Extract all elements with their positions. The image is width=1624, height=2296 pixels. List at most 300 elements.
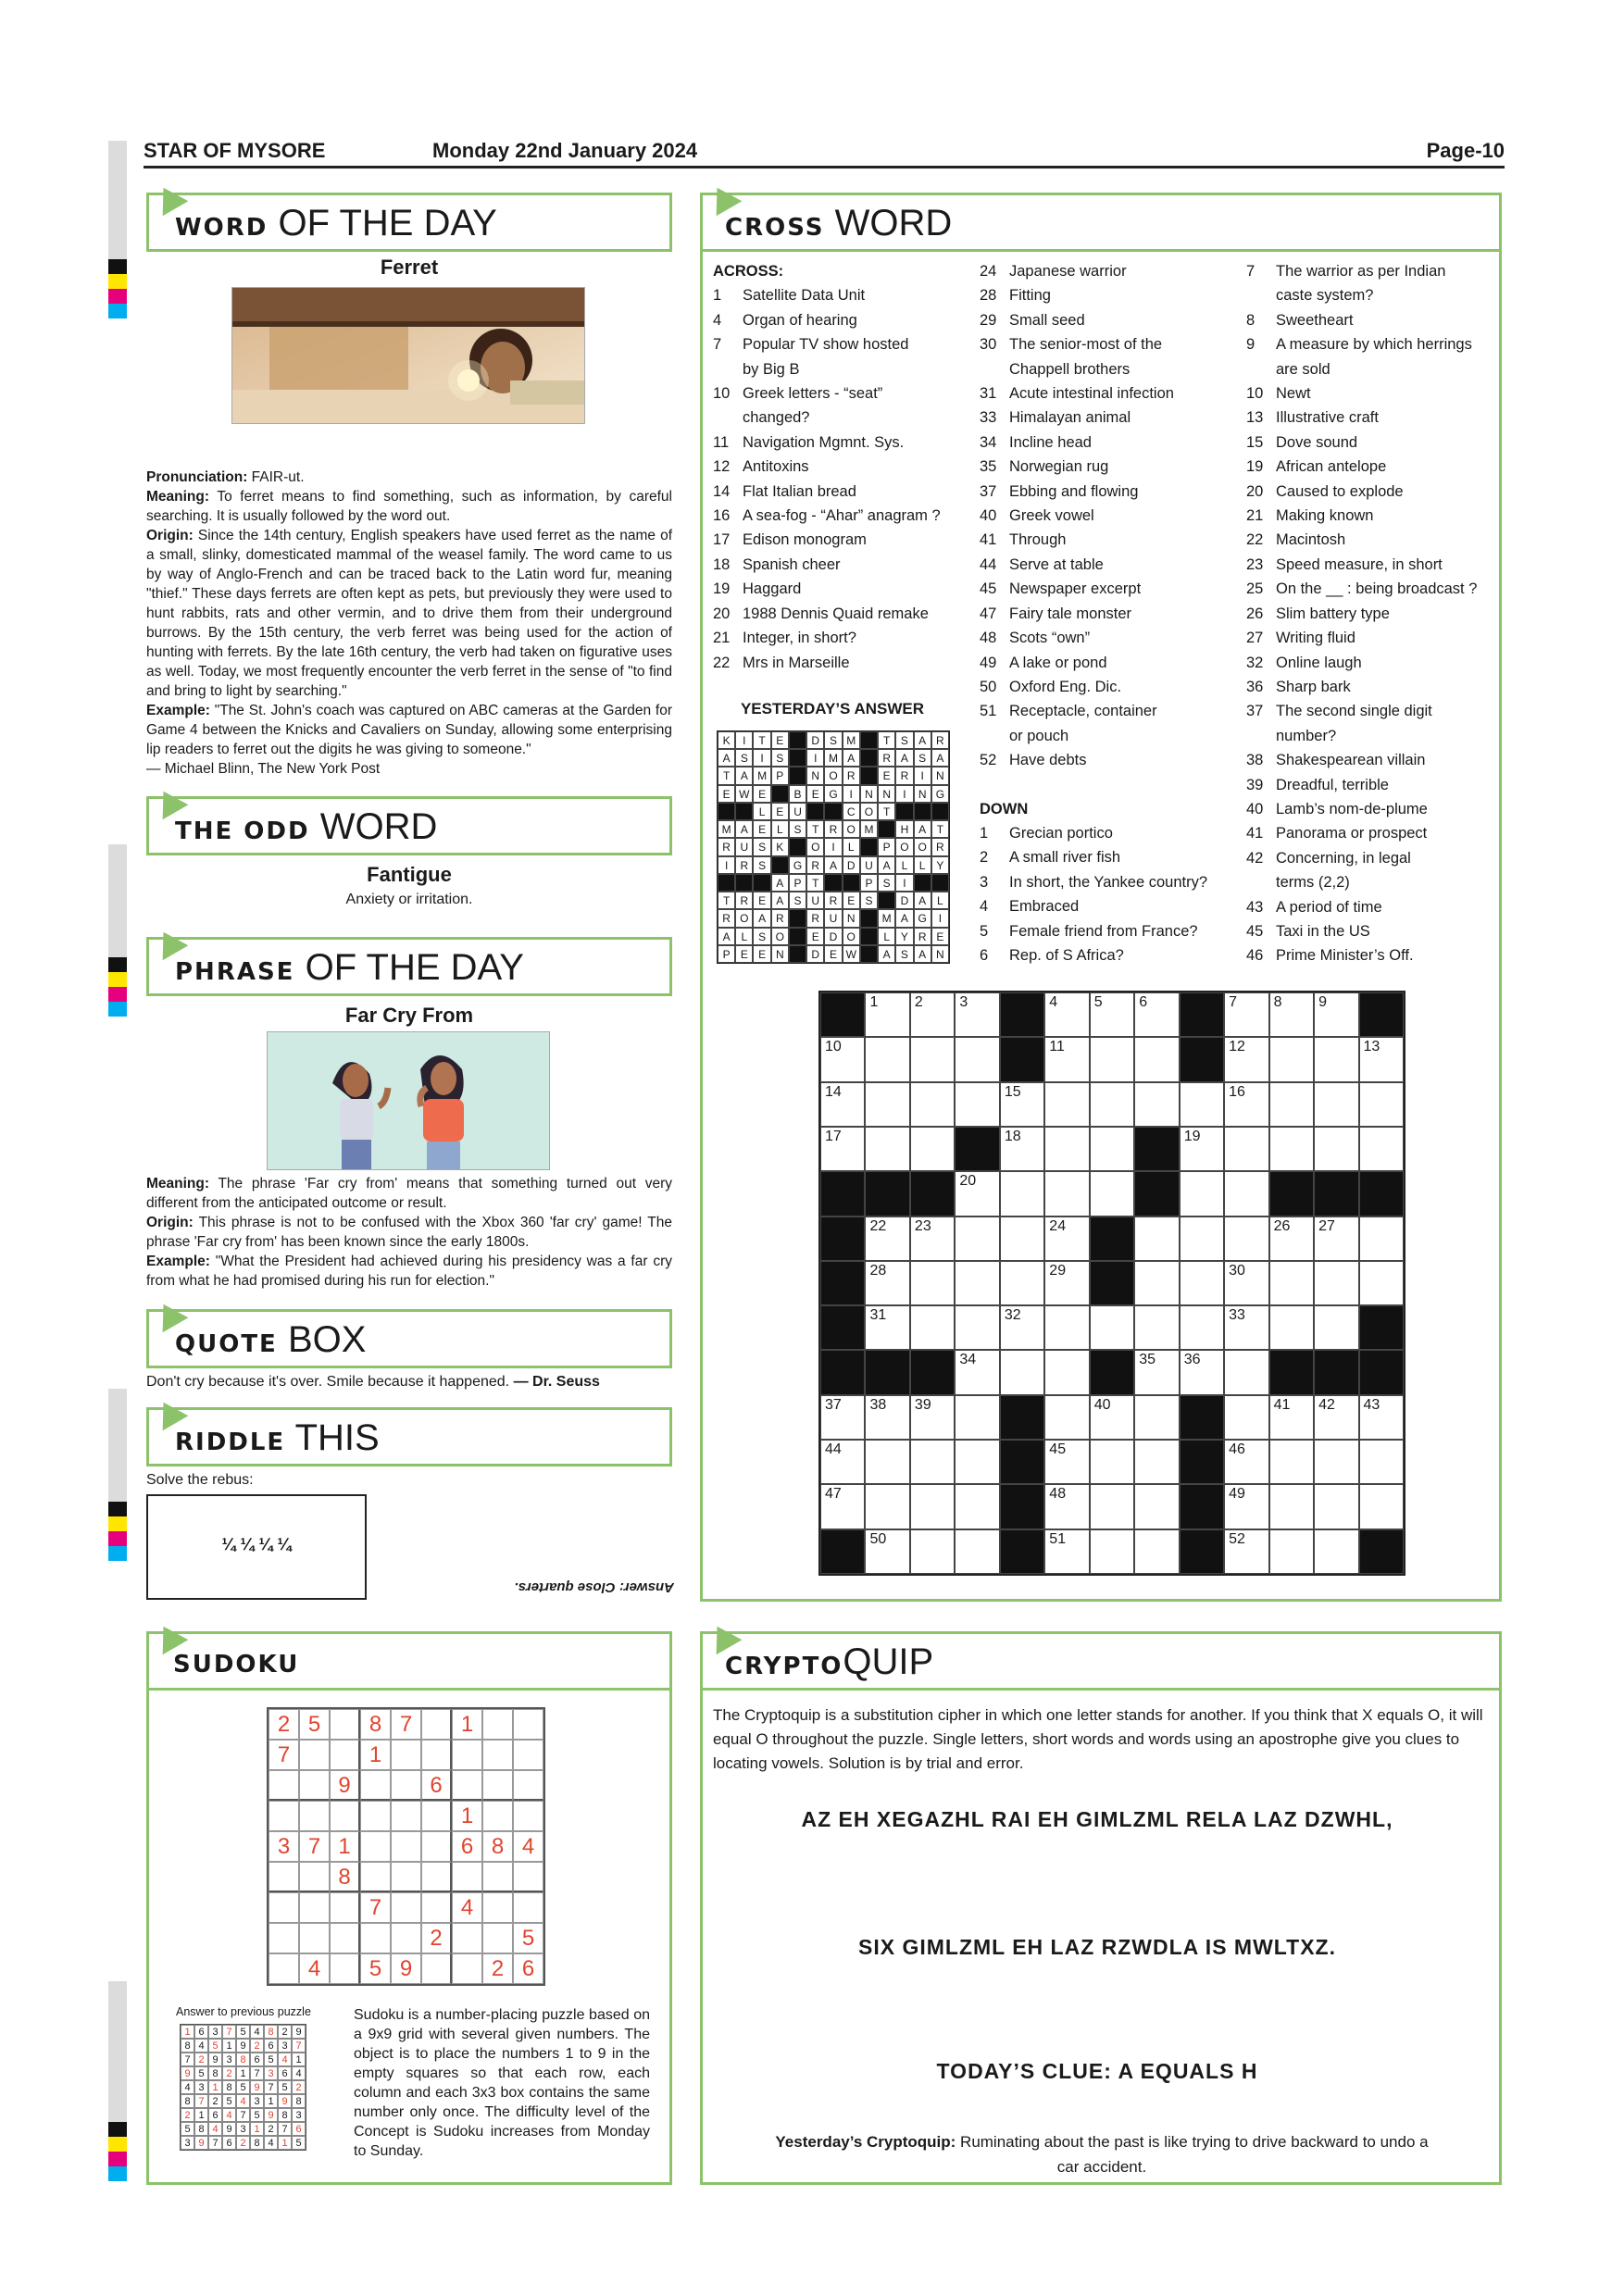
- sudoku-cell[interactable]: [269, 1892, 299, 1923]
- sudoku-cell[interactable]: [299, 1862, 330, 1892]
- clue: 48 Scots “own”: [980, 630, 1091, 647]
- sudoku-cell[interactable]: [513, 1801, 543, 1831]
- sudoku-answer-cell: 9: [194, 2136, 208, 2150]
- crossword-cell[interactable]: [1269, 1484, 1314, 1529]
- clue: 28 Fitting: [980, 287, 1051, 305]
- clue-number: 46: [1229, 1441, 1245, 1458]
- crossword-cell[interactable]: [1314, 1395, 1358, 1440]
- answer-cell: L: [735, 928, 753, 945]
- crossword-cell[interactable]: [1180, 1171, 1224, 1216]
- crossword-cell[interactable]: [865, 1127, 909, 1171]
- answer-cell: A: [824, 856, 842, 874]
- crossword-cell[interactable]: [1224, 1305, 1268, 1350]
- answer-cell: L: [931, 892, 949, 909]
- sudoku-cell[interactable]: [391, 1862, 421, 1892]
- crossword-cell[interactable]: [1314, 1484, 1358, 1529]
- crossword-cell[interactable]: [1224, 1261, 1268, 1305]
- crossword-cell[interactable]: [1044, 1529, 1089, 1574]
- answer-cell: U: [860, 856, 878, 874]
- crossword-cell[interactable]: [1044, 1305, 1089, 1350]
- sudoku-cell: 3: [269, 1831, 299, 1862]
- sudoku-cell: 1: [360, 1740, 391, 1770]
- sudoku-cell: 2: [482, 1953, 513, 1984]
- crossword-cell[interactable]: [820, 1127, 865, 1171]
- crossword-cell[interactable]: [1269, 1529, 1314, 1574]
- sudoku-cell[interactable]: [513, 1892, 543, 1923]
- answer-cell: N: [931, 767, 949, 784]
- clue: 31 Acute intestinal infection: [980, 385, 1174, 403]
- answer-cell: S: [789, 892, 806, 909]
- clue: 25 On the __ : being broadcast ?: [1246, 580, 1478, 598]
- sudoku-cell[interactable]: [421, 1953, 452, 1984]
- sudoku-answer-cell: 5: [236, 2080, 250, 2094]
- crossword-cell[interactable]: [1044, 992, 1089, 1037]
- answer-cell: I: [718, 856, 735, 874]
- crossword-cell[interactable]: [1044, 1484, 1089, 1529]
- crossword-cell[interactable]: [1269, 1082, 1314, 1127]
- answer-cell: S: [895, 945, 913, 963]
- crossword-cell[interactable]: [865, 1082, 909, 1127]
- crossword-cell[interactable]: [910, 1217, 955, 1261]
- crossword-cell[interactable]: [1134, 1305, 1179, 1350]
- crossword-cell[interactable]: [1044, 1217, 1089, 1261]
- answer-cell: T: [931, 820, 949, 838]
- sudoku-cell[interactable]: [360, 1923, 391, 1953]
- crossword-cell[interactable]: [1224, 1171, 1268, 1216]
- block-cell: [910, 1171, 955, 1216]
- crossword-cell[interactable]: [1269, 1395, 1314, 1440]
- crossword-cell[interactable]: [1044, 1127, 1089, 1171]
- color-swatch: [108, 274, 127, 289]
- sudoku-cell[interactable]: [421, 1892, 452, 1923]
- sudoku-cell[interactable]: [269, 1770, 299, 1801]
- clue-number: 26: [1273, 1217, 1291, 1234]
- sudoku-grid: [267, 1707, 545, 1986]
- color-swatch: [108, 289, 127, 304]
- answer-cell: O: [895, 838, 913, 855]
- sudoku-cell[interactable]: [269, 1953, 299, 1984]
- clue-number: 7: [1229, 994, 1238, 1010]
- crossword-cell[interactable]: [1224, 1037, 1268, 1081]
- sudoku-cell[interactable]: [360, 1862, 391, 1892]
- sudoku-cell: 1: [452, 1801, 482, 1831]
- answer-cell: O: [914, 838, 931, 855]
- answer-cell: E: [771, 803, 789, 820]
- crossword-cell[interactable]: [1044, 1037, 1089, 1081]
- sudoku-cell[interactable]: [269, 1801, 299, 1831]
- crossword-cell[interactable]: [1180, 1261, 1224, 1305]
- sudoku-cell[interactable]: [360, 1770, 391, 1801]
- sudoku-cell: 6: [452, 1831, 482, 1862]
- sudoku-cell[interactable]: [330, 1709, 360, 1740]
- clue-number: 40: [1093, 1396, 1111, 1413]
- crossword-cell[interactable]: [955, 1171, 999, 1216]
- crossword-cell[interactable]: [820, 1037, 865, 1081]
- crossword-cell[interactable]: [1314, 992, 1358, 1037]
- sudoku-cell[interactable]: [482, 1801, 513, 1831]
- block-cell: [1090, 1217, 1134, 1261]
- crossword-cell[interactable]: [1269, 1037, 1314, 1081]
- answer-cell: E: [878, 767, 895, 784]
- sudoku-cell[interactable]: [330, 1892, 360, 1923]
- crossword-cell[interactable]: [1090, 1484, 1134, 1529]
- crossword-cell[interactable]: [1090, 1529, 1134, 1574]
- sudoku-description: Sudoku is a number-placing puzzle based on a 9x9 grid with several given numbers. The object is to place the numbers 1 to 9 in the empty squares so that each row, each column and each 3x3 box contains the same number only once. The difficulty level of the Concept is Sudoku increases from Monday to Sunday.: [354, 2007, 650, 2159]
- crossword-cell[interactable]: [1180, 1082, 1224, 1127]
- color-swatch: [108, 957, 127, 972]
- block-cell: [860, 731, 878, 749]
- crossword-cell[interactable]: [1090, 1037, 1134, 1081]
- sudoku-cell[interactable]: [482, 1862, 513, 1892]
- sudoku-answer-cell: 1: [222, 2039, 236, 2053]
- crossword-cell[interactable]: [1359, 1440, 1404, 1484]
- answer-cell: S: [824, 731, 842, 749]
- crossword-cell[interactable]: [1224, 1217, 1268, 1261]
- sudoku-cell[interactable]: [299, 1740, 330, 1770]
- answer-cell: A: [718, 749, 735, 767]
- cryptoquip-header: CRYPTOQUIP: [700, 1631, 1502, 1691]
- crossword-cell[interactable]: [1090, 1171, 1134, 1216]
- crossword-cell[interactable]: [955, 1350, 999, 1394]
- sudoku-cell[interactable]: [299, 1770, 330, 1801]
- sudoku-answer-cell: 1: [194, 2108, 208, 2122]
- crossword-cell[interactable]: [1134, 1082, 1179, 1127]
- crossword-cell[interactable]: [820, 1395, 865, 1440]
- crossword-cell[interactable]: [1269, 1217, 1314, 1261]
- sudoku-answer-cell: 3: [181, 2136, 194, 2150]
- clue-number: 15: [1004, 1083, 1021, 1100]
- answer-cell: A: [878, 945, 895, 963]
- crossword-cell[interactable]: [865, 1529, 909, 1574]
- crossword-cell[interactable]: [1000, 1261, 1044, 1305]
- sudoku-cell[interactable]: [513, 1770, 543, 1801]
- sudoku-cell[interactable]: [299, 1892, 330, 1923]
- sudoku-cell[interactable]: [482, 1770, 513, 1801]
- sudoku-cell[interactable]: [330, 1740, 360, 1770]
- crossword-cell[interactable]: [1000, 1350, 1044, 1394]
- sudoku-cell[interactable]: [391, 1740, 421, 1770]
- crossword-cell[interactable]: [1090, 1395, 1134, 1440]
- phrase-of-day-body: Meaning: The phrase 'Far cry from' means that something turned out very different from the anticipated outcome or result. Origin: This phrase is not to be confused with the Xbox 360 'far cry' game! The phrase 'Far cry from' has been known since the early 1800s. Example: "What the President had achieved during his presidency was a far cry from what he had promised during his run for election.": [146, 1176, 672, 1289]
- block-cell: [865, 1171, 909, 1216]
- crossword-cell[interactable]: [1044, 1082, 1089, 1127]
- crossword-cell[interactable]: [1359, 1217, 1404, 1261]
- crossword-cell[interactable]: [1000, 1127, 1044, 1171]
- crossword-cell[interactable]: [910, 1440, 955, 1484]
- crossword-cell[interactable]: [1224, 1484, 1268, 1529]
- crossword-cell[interactable]: [1090, 1305, 1134, 1350]
- crossword-cell[interactable]: [1134, 1529, 1179, 1574]
- answer-cell: M: [718, 820, 735, 838]
- sudoku-cell[interactable]: [330, 1953, 360, 1984]
- crossword-cell[interactable]: [1044, 1350, 1089, 1394]
- crossword-cell[interactable]: [1180, 1127, 1224, 1171]
- answer-cell: B: [789, 785, 806, 803]
- clue-number: 10: [825, 1039, 842, 1055]
- clue-number: 49: [1229, 1486, 1245, 1503]
- answer-cell: K: [771, 838, 789, 855]
- crossword-cell[interactable]: [1090, 992, 1134, 1037]
- clue-number: 38: [869, 1396, 887, 1413]
- block-cell: [1359, 1305, 1404, 1350]
- crossword-cell[interactable]: [1044, 1440, 1089, 1484]
- crossword-cell[interactable]: [910, 1261, 955, 1305]
- crossword-cell[interactable]: [1090, 1440, 1134, 1484]
- crossword-cell[interactable]: [865, 1037, 909, 1081]
- crossword-cell[interactable]: [1180, 1350, 1224, 1394]
- clue-number: 3: [959, 994, 968, 1010]
- sudoku-cell: 2: [269, 1709, 299, 1740]
- clue: 23 Speed measure, in short: [1246, 555, 1443, 573]
- crossword-cell[interactable]: [1359, 1395, 1404, 1440]
- sudoku-cell[interactable]: [452, 1923, 482, 1953]
- crossword-cell[interactable]: [1044, 1261, 1089, 1305]
- clue: by Big B: [743, 360, 800, 378]
- answer-cell: A: [753, 909, 770, 927]
- crossword-cell[interactable]: [1269, 1305, 1314, 1350]
- crossword-cell[interactable]: [865, 1484, 909, 1529]
- answer-cell: I: [753, 749, 770, 767]
- sudoku-cell[interactable]: [513, 1862, 543, 1892]
- crossword-cell[interactable]: [955, 1305, 999, 1350]
- sudoku-answer-cell: 5: [236, 2025, 250, 2039]
- sudoku-cell[interactable]: [391, 1831, 421, 1862]
- crossword-cell[interactable]: [1224, 1350, 1268, 1394]
- sudoku-cell[interactable]: [452, 1740, 482, 1770]
- answer-cell: T: [753, 731, 770, 749]
- sudoku-answer-cell: 1: [278, 2136, 292, 2150]
- phrase-of-day-phrase: Far Cry From: [344, 1004, 474, 1027]
- clue: 4 Organ of hearing: [713, 311, 857, 329]
- crossword-cell[interactable]: [910, 1037, 955, 1081]
- crossword-cell[interactable]: [1224, 1127, 1268, 1171]
- crossword-cell[interactable]: [955, 1037, 999, 1081]
- sudoku-answer-cell: 3: [208, 2025, 222, 2039]
- clue: 7 The warrior as per Indian: [1246, 263, 1446, 280]
- crossword-cell[interactable]: [1044, 1395, 1089, 1440]
- crossword-cell[interactable]: [1314, 1261, 1358, 1305]
- crossword-cell[interactable]: [1134, 1350, 1179, 1394]
- sudoku-cell[interactable]: [421, 1862, 452, 1892]
- sudoku-cell[interactable]: [330, 1801, 360, 1831]
- crossword-cell[interactable]: [1224, 992, 1268, 1037]
- sudoku-cell[interactable]: [269, 1862, 299, 1892]
- sudoku-cell[interactable]: [360, 1801, 391, 1831]
- crossword-cell[interactable]: [865, 1395, 909, 1440]
- clue-number: 13: [1363, 1039, 1380, 1055]
- color-swatch: [108, 987, 127, 1002]
- answer-cell: L: [878, 928, 895, 945]
- crossword-cell[interactable]: [1180, 1217, 1224, 1261]
- crossword-cell[interactable]: [1224, 1440, 1268, 1484]
- sudoku-answer-cell: 8: [250, 2136, 264, 2150]
- crossword-cell[interactable]: [1269, 992, 1314, 1037]
- crossword-cell[interactable]: [1224, 1082, 1268, 1127]
- sudoku-answer-cell: 7: [264, 2080, 278, 2094]
- crossword-cell[interactable]: [955, 1261, 999, 1305]
- crossword-cell[interactable]: [1314, 1082, 1358, 1127]
- block-cell: [860, 838, 878, 855]
- crossword-cell[interactable]: [955, 992, 999, 1037]
- sudoku-cell[interactable]: [482, 1740, 513, 1770]
- odd-word-word: Fantigue: [367, 863, 452, 886]
- sudoku-cell[interactable]: [452, 1862, 482, 1892]
- sudoku-cell[interactable]: [391, 1923, 421, 1953]
- answer-cell: A: [771, 874, 789, 892]
- crossword-cell[interactable]: [1000, 1305, 1044, 1350]
- crossword-cell[interactable]: [955, 1484, 999, 1529]
- crossword-cell[interactable]: [1314, 1440, 1358, 1484]
- crossword-cell[interactable]: [955, 1082, 999, 1127]
- sudoku-answer-cell: 9: [236, 2039, 250, 2053]
- crossword-cell[interactable]: [955, 1440, 999, 1484]
- crossword-cell[interactable]: [910, 992, 955, 1037]
- answer-cell: D: [824, 928, 842, 945]
- answer-cell: A: [931, 749, 949, 767]
- sudoku-answer-cell: 2: [236, 2136, 250, 2150]
- sudoku-cell[interactable]: [482, 1923, 513, 1953]
- crossword-cell[interactable]: [955, 1395, 999, 1440]
- answer-cell: N: [806, 767, 824, 784]
- crossword-cell[interactable]: [1180, 1305, 1224, 1350]
- color-swatch: [108, 2137, 127, 2152]
- sudoku-cell[interactable]: [482, 1709, 513, 1740]
- crossword-cell[interactable]: [1314, 1127, 1358, 1171]
- crossword-cell[interactable]: [865, 1305, 909, 1350]
- sudoku-cell[interactable]: [360, 1831, 391, 1862]
- crossword-cell[interactable]: [1269, 1440, 1314, 1484]
- sudoku-cell[interactable]: [421, 1801, 452, 1831]
- crossword-cell[interactable]: [910, 1305, 955, 1350]
- crossword-cell[interactable]: [1134, 1261, 1179, 1305]
- answer-cell: A: [914, 820, 931, 838]
- crossword-cell[interactable]: [1090, 1127, 1134, 1171]
- registration-strip: [108, 141, 127, 259]
- block-cell: [878, 820, 895, 838]
- sudoku-cell[interactable]: [421, 1709, 452, 1740]
- crossword-cell[interactable]: [1000, 1082, 1044, 1127]
- crossword-cell[interactable]: [1134, 1037, 1179, 1081]
- block-cell: [895, 803, 913, 820]
- crossword-cell[interactable]: [865, 1261, 909, 1305]
- crossword-cell[interactable]: [1134, 1484, 1179, 1529]
- sudoku-cell[interactable]: [513, 1709, 543, 1740]
- sudoku-cell[interactable]: [513, 1740, 543, 1770]
- crossword-cell[interactable]: [1134, 1440, 1179, 1484]
- crossword-cell[interactable]: [1359, 1127, 1404, 1171]
- sudoku-cell[interactable]: [391, 1770, 421, 1801]
- block-cell: [1180, 1037, 1224, 1081]
- answer-cell: R: [735, 856, 753, 874]
- sudoku-cell[interactable]: [299, 1923, 330, 1953]
- answer-cell: O: [860, 803, 878, 820]
- crossword-cell[interactable]: [955, 1529, 999, 1574]
- answer-cell: L: [914, 856, 931, 874]
- answer-cell: I: [806, 749, 824, 767]
- crossword-cell[interactable]: [1134, 1395, 1179, 1440]
- crossword-cell[interactable]: [1134, 1217, 1179, 1261]
- crossword-cell[interactable]: [1314, 1217, 1358, 1261]
- crossword-cell[interactable]: [1359, 1484, 1404, 1529]
- crossword-cell[interactable]: [1044, 1171, 1089, 1216]
- crossword-cell[interactable]: [1000, 1217, 1044, 1261]
- crossword-cell[interactable]: [1314, 1037, 1358, 1081]
- sudoku-cell[interactable]: [452, 1953, 482, 1984]
- clue: 45 Newspaper excerpt: [980, 580, 1142, 598]
- clue: 45 Taxi in the US: [1246, 922, 1370, 940]
- crossword-cell[interactable]: [1359, 1082, 1404, 1127]
- answer-cell: K: [718, 731, 735, 749]
- crossword-cell[interactable]: [1224, 1395, 1268, 1440]
- crossword-cell[interactable]: [910, 1127, 955, 1171]
- sudoku-answer-cell: 9: [208, 2053, 222, 2066]
- crossword-cell[interactable]: [1224, 1529, 1268, 1574]
- crossword-cell[interactable]: [910, 1082, 955, 1127]
- color-swatch: [108, 2166, 127, 2181]
- crossword-cell[interactable]: [865, 1217, 909, 1261]
- block-cell: [1000, 1529, 1044, 1574]
- crossword-cell[interactable]: [910, 1395, 955, 1440]
- sudoku-cell[interactable]: [299, 1801, 330, 1831]
- clue: 15 Dove sound: [1246, 433, 1358, 451]
- sudoku-cell[interactable]: [482, 1892, 513, 1923]
- sudoku-cell[interactable]: [269, 1923, 299, 1953]
- answer-cell: S: [753, 838, 770, 855]
- crossword-cell[interactable]: [1090, 1082, 1134, 1127]
- crossword-cell[interactable]: [1359, 1261, 1404, 1305]
- answer-cell: R: [824, 892, 842, 909]
- clue-number: 23: [914, 1217, 931, 1234]
- sudoku-cell[interactable]: [330, 1923, 360, 1953]
- block-cell: [718, 803, 735, 820]
- crossword-cell[interactable]: [955, 1217, 999, 1261]
- answer-cell: E: [753, 820, 770, 838]
- sudoku-cell[interactable]: [391, 1801, 421, 1831]
- clue: 21 Making known: [1246, 507, 1374, 525]
- crossword-cell[interactable]: [865, 1440, 909, 1484]
- crossword-cell[interactable]: [820, 1484, 865, 1529]
- sudoku-cell: 4: [452, 1892, 482, 1923]
- sudoku-cell[interactable]: [421, 1740, 452, 1770]
- answer-cell: R: [931, 731, 949, 749]
- sudoku-cell[interactable]: [391, 1892, 421, 1923]
- sudoku-answer-cell: 2: [292, 2080, 306, 2094]
- crossword-cell[interactable]: [1314, 1529, 1358, 1574]
- crossword-cell[interactable]: [1269, 1261, 1314, 1305]
- clue: 19 Haggard: [713, 580, 802, 598]
- crossword-cell[interactable]: [910, 1529, 955, 1574]
- crossword-cell[interactable]: [1314, 1305, 1358, 1350]
- crossword-cell[interactable]: [910, 1484, 955, 1529]
- clue-number: 34: [959, 1352, 977, 1368]
- crossword-cell[interactable]: [1359, 1037, 1404, 1081]
- sudoku-answer-cell: 6: [264, 2039, 278, 2053]
- crossword-cell[interactable]: [820, 1082, 865, 1127]
- crossword-cell[interactable]: [1000, 1171, 1044, 1216]
- crossword-cell[interactable]: [820, 1440, 865, 1484]
- crossword-cell[interactable]: [1269, 1127, 1314, 1171]
- sudoku-answer-cell: 5: [264, 2053, 278, 2066]
- answer-cell: R: [771, 909, 789, 927]
- answer-cell: M: [878, 909, 895, 927]
- clue-number: 18: [1004, 1128, 1021, 1144]
- sudoku-cell[interactable]: [421, 1831, 452, 1862]
- answer-cell: A: [843, 749, 860, 767]
- crossword-cell[interactable]: [865, 992, 909, 1037]
- crossword-cell[interactable]: [1134, 992, 1179, 1037]
- sudoku-cell[interactable]: [452, 1770, 482, 1801]
- block-cell: [1180, 1484, 1224, 1529]
